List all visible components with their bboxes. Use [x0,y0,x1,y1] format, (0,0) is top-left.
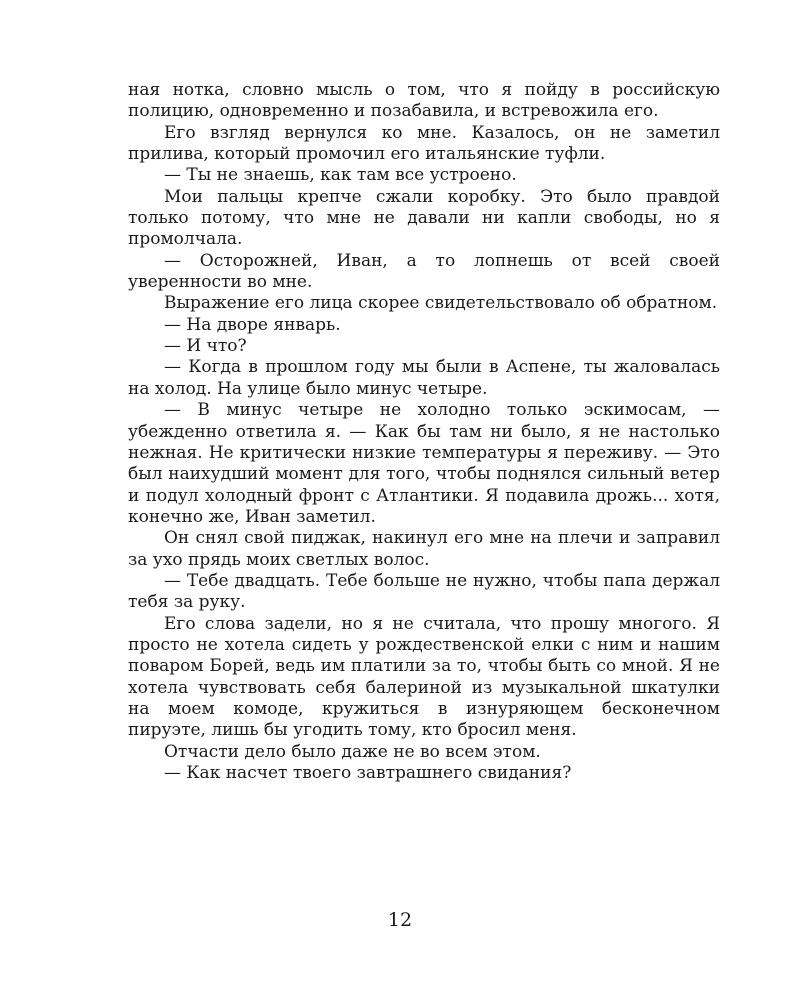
paragraph: — Тебе двадцать. Тебе больше не нужно, чтобы папа держал тебя за руку. [128,570,720,613]
paragraph: — Когда в прошлом году мы были в Аспене, ты жаловалась на холод. На улице было минус четыре. [128,357,720,399]
body-text [128,80,720,784]
page-number: 12 [387,909,413,931]
paragraph: — Ты не знаешь, как там все устроено. [164,165,517,186]
paragraph: Отчасти дело было даже не во всем этом. [164,741,541,762]
paragraph: Его взгляд вернулся ко мне. Казалось, он не заметил прилива, который промочил его итальянские туфли. [128,122,720,165]
paragraph: Его слова задели, но я не считала, что прошу многого. Я просто не хотела сидеть у рождественской елки с ним и нашим поваром Борей, ведь им платили за то, чтобы быть со мной. Я не хотела чувствовать себя балериной из музыкальной шкатулки на моем комоде, кружиться в изнуряющем бесконечном пируэте, лишь бы угодить тому, кто бросил меня. [128,613,720,741]
paragraph: — И что? [164,336,247,357]
paragraph: ная нотка, словно мысль о том, что я пойду в российскую полицию, одновременно и позабавила, и встревожила его. [128,80,720,122]
paragraph: Мои пальцы крепче сжали коробку. Это было правдой только потому, что мне не давали ни капли свободы, но я промолчала. [128,186,720,250]
paragraph: — Как насчет твоего завтрашнего свидания? [164,763,572,783]
paragraph: — Осторожней, Иван, а то лопнешь от всей своей уверенности во мне. [128,250,720,293]
paragraph: — В минус четыре не холодно только эскимосам, — убежденно ответила я. — Как бы там ни было, я не настолько нежная. Не критически низкие температуры я переживу. — Это был наихудший момент для того, чтобы поднялся сильный ветер и подул холодный фронт с Атлантики. Я подавила дрожь... хотя, конечно же, Иван заметил. [128,400,720,527]
paragraph: Он снял свой пиджак, накинул его мне на плечи и заправил за ухо прядь моих светлых волос. [128,528,720,570]
paragraph: — На дворе январь. [164,314,341,335]
paragraph: Выражение его лица скорее свидетельствовало об обратном. [164,293,718,314]
